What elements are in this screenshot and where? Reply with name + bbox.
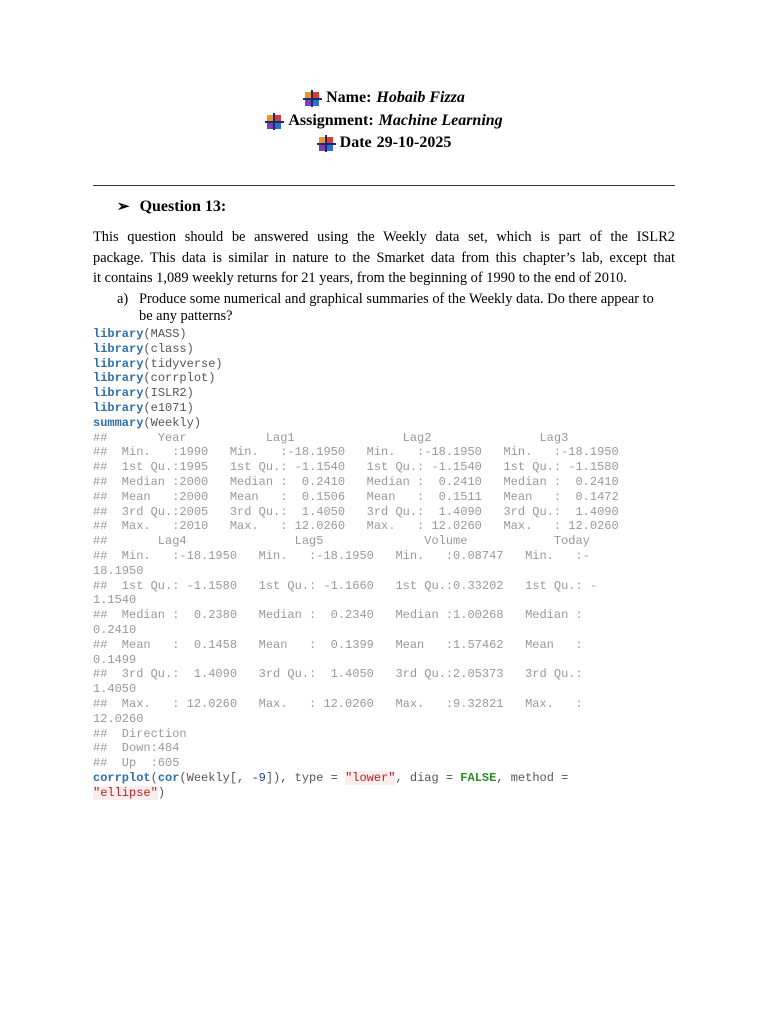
output-line: 0.1499 <box>93 652 137 667</box>
code-arg: ) <box>157 785 166 800</box>
output-line: ## Min. :1990 Min. :-18.1950 Min. :-18.1950 Min. :-18.1950 <box>93 445 619 460</box>
code-keyword: library <box>93 386 144 401</box>
output-line: 1.4050 <box>93 682 137 697</box>
question-heading <box>117 197 226 216</box>
output-line: 0.2410 <box>93 622 137 637</box>
code-keyword: library <box>93 356 144 371</box>
code-keyword: library <box>93 327 144 341</box>
code-arg: (class) <box>143 341 194 356</box>
code-keyword: library <box>93 371 144 386</box>
name-label: Name: <box>326 89 372 106</box>
code-arg: (Weekly) <box>143 415 202 430</box>
code-arg: ( <box>150 770 158 785</box>
date-value: 29-10-2025 <box>376 134 452 151</box>
code-arg: ]), type = <box>265 770 346 785</box>
output-line: 12.0260 <box>93 711 144 726</box>
output-line: ## Median : 0.2380 Median : 0.2340 Median :1.00268 Median : <box>93 608 583 623</box>
output-line: 18.1950 <box>93 563 144 578</box>
code-literal: FALSE <box>460 770 497 785</box>
output-line: ## Down:484 <box>93 741 180 756</box>
code-arg: , diag = <box>395 770 461 785</box>
output-line: ## Max. :2010 Max. : 12.0260 Max. : 12.0260 Max. : 12.0260 <box>93 519 619 534</box>
output-line: ## 3rd Qu.: 1.4090 3rd Qu.: 1.4050 3rd Qu.:2.05373 3rd Qu.: <box>93 667 583 682</box>
code-arg: (tidyverse) <box>143 356 223 371</box>
code-keyword: library <box>93 400 144 415</box>
assignment-line <box>0 110 768 132</box>
output-line: ## 1st Qu.: -1.1580 1st Qu.: -1.1660 1st Qu.:0.33202 1st Qu.: - <box>93 578 598 593</box>
windmill-bullet-icon <box>265 113 284 130</box>
assignment-label: Assignment: <box>288 112 374 129</box>
code-arg: , method = <box>496 770 569 785</box>
output-line: ## Up :605 <box>93 756 180 771</box>
arrow-bullet-icon: ➢ <box>117 199 130 215</box>
item-label: a) <box>117 291 129 307</box>
item-text: Produce some numerical and graphical summaries of the Weekly data. Do there appear to be any patterns? <box>139 291 654 324</box>
output-line: ## Median :2000 Median : 0.2410 Median : 0.2410 Median : 0.2410 <box>93 474 619 489</box>
r-code-block <box>93 327 733 801</box>
output-line: ## Direction <box>93 726 187 741</box>
date-line <box>0 132 768 154</box>
code-arg: (Weekly[, <box>179 770 252 785</box>
code-string: "lower" <box>345 770 396 785</box>
code-arg: (ISLR2) <box>143 386 194 401</box>
code-keyword: library <box>93 341 144 356</box>
code-keyword: summary <box>93 415 144 430</box>
horizontal-divider <box>93 185 675 186</box>
name-value: Hobaib Fizza <box>376 89 465 106</box>
output-line: ## Lag4 Lag5 Volume Today <box>93 534 590 549</box>
question-title: Question 13: <box>139 197 227 215</box>
code-keyword: cor <box>157 770 180 785</box>
assignment-value: Machine Learning <box>378 112 503 129</box>
code-number: -9 <box>251 770 266 785</box>
name-line <box>0 87 768 109</box>
output-line: ## 3rd Qu.:2005 3rd Qu.: 1.4050 3rd Qu.: 1.4090 3rd Qu.: 1.4090 <box>93 504 619 519</box>
code-arg: (corrplot) <box>143 371 216 386</box>
output-line: ## Mean : 0.1458 Mean : 0.1399 Mean :1.57462 Mean : <box>93 637 583 652</box>
code-string: "ellipse" <box>93 785 158 800</box>
output-line: ## Min. :-18.1950 Min. :-18.1950 Min. :0.08747 Min. :- <box>93 548 590 563</box>
code-keyword: corrplot <box>93 770 151 785</box>
code-arg: (MASS) <box>143 327 187 341</box>
paragraph-line: it contains 1,089 weekly returns for 21 years, from the beginning of 1990 to the end of 2010. <box>93 270 627 286</box>
output-line: 1.1540 <box>93 593 137 608</box>
question-paragraph <box>93 227 675 289</box>
date-label: Date <box>339 134 372 151</box>
output-line: ## Mean :2000 Mean : 0.1506 Mean : 0.1511 Mean : 0.1472 <box>93 489 619 504</box>
paragraph-line: This question should be answered using the Weekly data set, which is part of the ISLR2 <box>93 229 675 245</box>
output-line: ## Year Lag1 Lag2 Lag3 <box>93 430 569 445</box>
paragraph-line: package. This data is similar in nature to the Smarket data from this chapter’s lab, except that <box>93 249 675 266</box>
output-line: ## Max. : 12.0260 Max. : 12.0260 Max. :9.32821 Max. : <box>93 696 583 711</box>
code-arg: (e1071) <box>143 400 194 415</box>
windmill-bullet-icon <box>317 135 336 152</box>
windmill-bullet-icon <box>303 90 322 107</box>
output-line: ## 1st Qu.:1995 1st Qu.: -1.1540 1st Qu.: -1.1540 1st Qu.: -1.1580 <box>93 460 619 475</box>
